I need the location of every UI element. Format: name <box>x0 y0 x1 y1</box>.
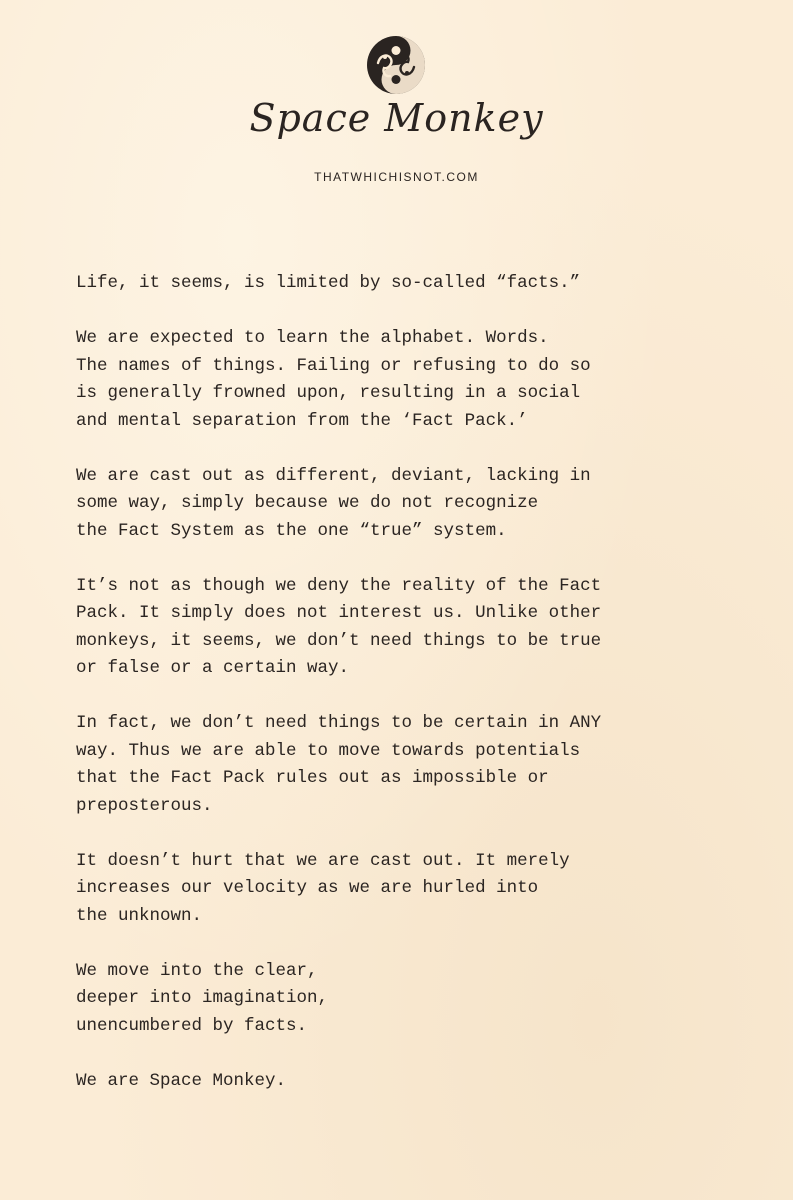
text-line: It doesn’t hurt that we are cast out. It merely <box>76 850 570 871</box>
text-line: monkeys, it seems, we don’t need things to be true <box>76 630 602 651</box>
paragraph <box>76 463 736 546</box>
text-line: is generally frowned upon, resulting in a social <box>76 383 581 403</box>
site-url: THATWHICHISNOT.COM <box>314 170 479 184</box>
text-line: Life, it seems, is limited by so-called “facts.” <box>76 273 581 293</box>
paragraph <box>76 848 736 931</box>
text-line: We are Space Monkey. <box>76 1070 287 1091</box>
paragraph <box>76 1068 736 1096</box>
text-line: We are expected to learn the alphabet. Words. <box>76 328 549 348</box>
text-line: We are cast out as different, deviant, lacking in <box>76 465 591 486</box>
text-line: the unknown. <box>76 905 203 926</box>
paragraph <box>76 325 736 435</box>
text-line: Pack. It simply does not interest us. Unlike other <box>76 603 602 623</box>
text-line: that the Fact Pack rules out as impossible or <box>76 768 549 788</box>
text-line: the Fact System as the one “true” system. <box>76 520 507 541</box>
paragraph <box>76 270 736 298</box>
text-line: increases our velocity as we are hurled into <box>76 878 539 898</box>
text-line: or false or a certain way. <box>76 658 350 678</box>
paragraph <box>76 710 736 820</box>
paragraph <box>76 958 736 1041</box>
text-line: and mental separation from the ‘Fact Pack.’ <box>76 410 528 431</box>
text-line: unencumbered by facts. <box>76 1015 308 1036</box>
text-line: deeper into imagination, <box>76 988 329 1008</box>
text-line: In fact, we don’t need things to be certain in ANY <box>76 713 602 733</box>
monkey-yin-yang-icon <box>364 33 428 97</box>
text-line: preposterous. <box>76 795 213 816</box>
text-line: some way, simply because we do not recognize <box>76 493 539 513</box>
text-line: The names of things. Failing or refusing to do so <box>76 355 591 376</box>
text-line: It’s not as though we deny the reality of the Fact <box>76 575 602 596</box>
brand-wordmark: Space Monkey <box>249 96 544 140</box>
text-line: way. Thus we are able to move towards potentials <box>76 740 581 761</box>
letter-body <box>76 270 736 1123</box>
paragraph <box>76 573 736 683</box>
text-line: We move into the clear, <box>76 960 318 981</box>
